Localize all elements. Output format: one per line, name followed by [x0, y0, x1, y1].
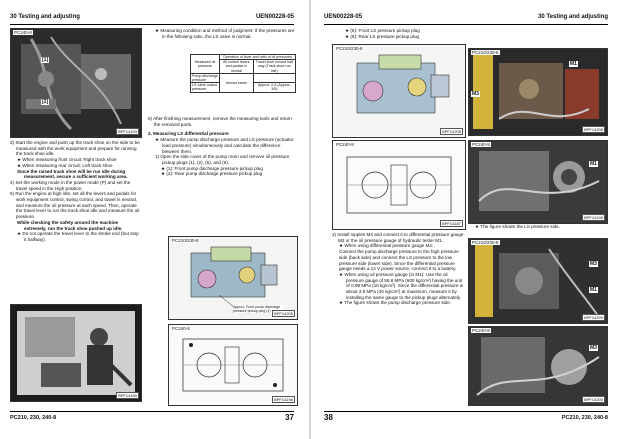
figure-tag: [2] [42, 99, 49, 105]
figure-tag: M3 [590, 261, 597, 267]
table-cell: Almost same [220, 73, 254, 92]
figure-drawing [169, 325, 297, 405]
figure-engine-photo [468, 238, 608, 324]
figure-code: BPF14209 [584, 315, 603, 320]
left-page [4, 6, 300, 430]
table-row-header: Pump discharge pressure [192, 73, 218, 83]
step-4: 4) Set the working mode in the power mode (P) and set the travel speed in the High position. [10, 179, 131, 191]
step-note: ★ When measuring front circuit: Right track shoe [17, 157, 117, 163]
figure-photo [469, 141, 607, 223]
footer-model: PC210, 230, 240-8 [561, 415, 608, 421]
left-page-header [10, 14, 294, 25]
figure-tag: M3 [472, 91, 479, 97]
table-column-header: Operation of lever and ratio of oil pressures [220, 55, 296, 60]
figure-engine-photo [468, 140, 608, 224]
figure-tag: M1 [590, 161, 597, 167]
step-3: 3) Start the engine and push up the track shoe on the side to be measured with the work equipment and prepare for running the track shoe idle. [10, 140, 140, 157]
figure-engine-photo [468, 48, 608, 136]
step-6-and-section-2 [148, 116, 296, 177]
figure-caption: PC240-8 [172, 326, 190, 331]
table-cell [253, 73, 295, 82]
step-5: 5) Run the engine at high idle, set all the levers and pedals for work equipment control, swing control, and travel in neutral, and measure the oil pressure at each speed. Then, operate the travel lever to run the track shoe idle and measure the oil pressure. [10, 191, 140, 220]
figure-pump-drawing [168, 236, 298, 320]
left-header-title: 30 Testing and adjusting [10, 14, 80, 20]
warning-text: While checking the safety around the machine extremely, run the track shoe pushed up idle. [17, 219, 123, 231]
figure-photo [469, 327, 607, 405]
figure-photo [469, 239, 607, 323]
figure-drawing [333, 141, 465, 229]
figure-pump-gauge [10, 28, 142, 138]
figure-code: BPF14196 [274, 397, 293, 402]
table-cell: Approx. 0.6 (Approx. 3/5) [253, 83, 295, 92]
figure-note: ★ The figure shows the LS pressure side. [475, 224, 560, 229]
figure-tag: M1 [590, 287, 597, 293]
page-number: 38 [324, 413, 333, 422]
step-2-note: ★ When using differential pressure gauge M2: [339, 243, 434, 249]
figure-code: BPF14193 [118, 129, 137, 134]
figure-caption: PC240-8 [472, 142, 490, 147]
section-2-plug-2: ★ (2): Rear pump discharge pressure pickup plug [161, 171, 263, 177]
figure-caption: PC240-8 [336, 142, 354, 147]
figure-engine-photo [468, 326, 608, 406]
step-2-note: ★ When using oil pressure gauge (in M1): Use the oil pressure gauge of 58.8 MPa (600 kg/cm²) having the unit of 0.98 MPa (10 kg/cm²). Since the differential pressure is about 3.9 MPa (40 kg/cm²) at maximum, measure it by installing the same gauge to the pickup plugs alternately. [339, 271, 464, 300]
table-column-header: Travel lever moved half way (Track shoe run idle) [253, 60, 295, 74]
figure-tag: [1] [42, 57, 49, 63]
figure-code: BPF14208 [584, 127, 603, 132]
figure-code: BPF14180 [118, 393, 137, 398]
section-2-step-1: 1) Open the side cover of the pump room and remove oil pressure pickup plugs (1), (2), (5), and (6). [155, 154, 290, 165]
figure-code: BPF14205 [274, 311, 293, 316]
step-note: ★ When measuring rear circuit: Left track shoe [17, 162, 113, 168]
section-2-plug-1: ★ (1): Front pump discharge pressure pickup plug [161, 165, 263, 171]
table-row-header: Measured oil pressure [191, 55, 220, 74]
left-header-docid: UEN00228-05 [255, 14, 294, 20]
figure-note: Approx. Front pump discharge pressure pickup plug (1) [233, 305, 283, 313]
page-spine [309, 0, 311, 439]
section-2-title: 2. Measuring LS differential pressure [148, 131, 229, 137]
figure-caption: PC240-8 [472, 328, 490, 333]
figure-caption: PC210/230-8 [472, 50, 499, 55]
right-page [318, 6, 614, 430]
figure-code: BPF14205 [442, 129, 461, 134]
figure-drawing [333, 45, 465, 137]
figure-code: BPF14199 [584, 215, 603, 220]
step-2: 2) Install nipples M3 and connect it to differential pressure gauge M2 or the oil pressure gauge of hydraulic tester M1. [332, 232, 464, 243]
figure-caption: PC210/230-8 [172, 238, 199, 243]
right-header-docid: UEN00228-05 [324, 14, 363, 20]
figure-photo [469, 49, 607, 135]
figure-pump-section [332, 140, 466, 230]
figure-pump-section [168, 324, 298, 406]
right-page-footer [324, 411, 608, 424]
plug-5-note: ★ (5): Front LS pressure pickup plug [345, 28, 420, 33]
figure-pump-drawing [332, 44, 466, 138]
figure-photo [11, 29, 141, 137]
left-page-footer [10, 411, 294, 424]
footer-model: PC210, 230, 240-8 [10, 415, 57, 421]
warning-text: Since the raised track shoe will be run idle during measurement, secure a sufficient working area. [17, 168, 128, 180]
ratio-table [190, 54, 296, 93]
right-header-title: 30 Testing and adjusting [538, 14, 608, 20]
figure-photo [11, 305, 141, 401]
step-2-instructions [332, 232, 464, 306]
table-column-header: All control levers and pedals in neutral [220, 60, 254, 74]
plug-notes [332, 28, 462, 39]
step-2-note: ★ The figure shows the pump discharge pressure side. [339, 300, 452, 306]
plug-6-note: ★ (6): Rear LS pressure pickup plug [345, 33, 420, 39]
right-page-header [324, 14, 608, 25]
figure-caption: PC210/230-8 [336, 46, 363, 51]
figure-operator-cab [10, 304, 142, 402]
measuring-condition-note: ★ Measuring condition and method of judgment: If the pressures are in the following ratio, the LS valve is normal. [155, 28, 295, 39]
steps-3-5 [10, 140, 140, 243]
page-number: 37 [285, 413, 294, 422]
step-2-detail: Connect the pump discharge pressure to the high pressure side (back side) and connect the LS pressure to the low pressure side (lower side). Since the differential pressure gauge needs a 12 V power source, connect it to a battery. [339, 249, 459, 272]
section-2-note: ★ Measure the pump discharge pressure and LS pressure (actuator load pressure) simultaneously and calculate the difference between them. [155, 137, 294, 154]
figure-tag: M1 [570, 61, 577, 67]
figure-caption: PC210/230-8 [472, 240, 499, 245]
table-row-header: LS valve output pressure [191, 83, 220, 92]
step-6: 6) After finishing measurement, remove the measuring tools and return the removed parts. [148, 116, 292, 127]
figure-code: BPF14200 [584, 397, 603, 402]
figure-code: BPF14187 [442, 221, 461, 226]
figure-tag: M3 [590, 345, 597, 351]
step-note: ★ Do not operate the travel lever to the stroke end (but stop it halfway). [17, 231, 139, 242]
figure-caption: PC240-8 [14, 30, 32, 35]
